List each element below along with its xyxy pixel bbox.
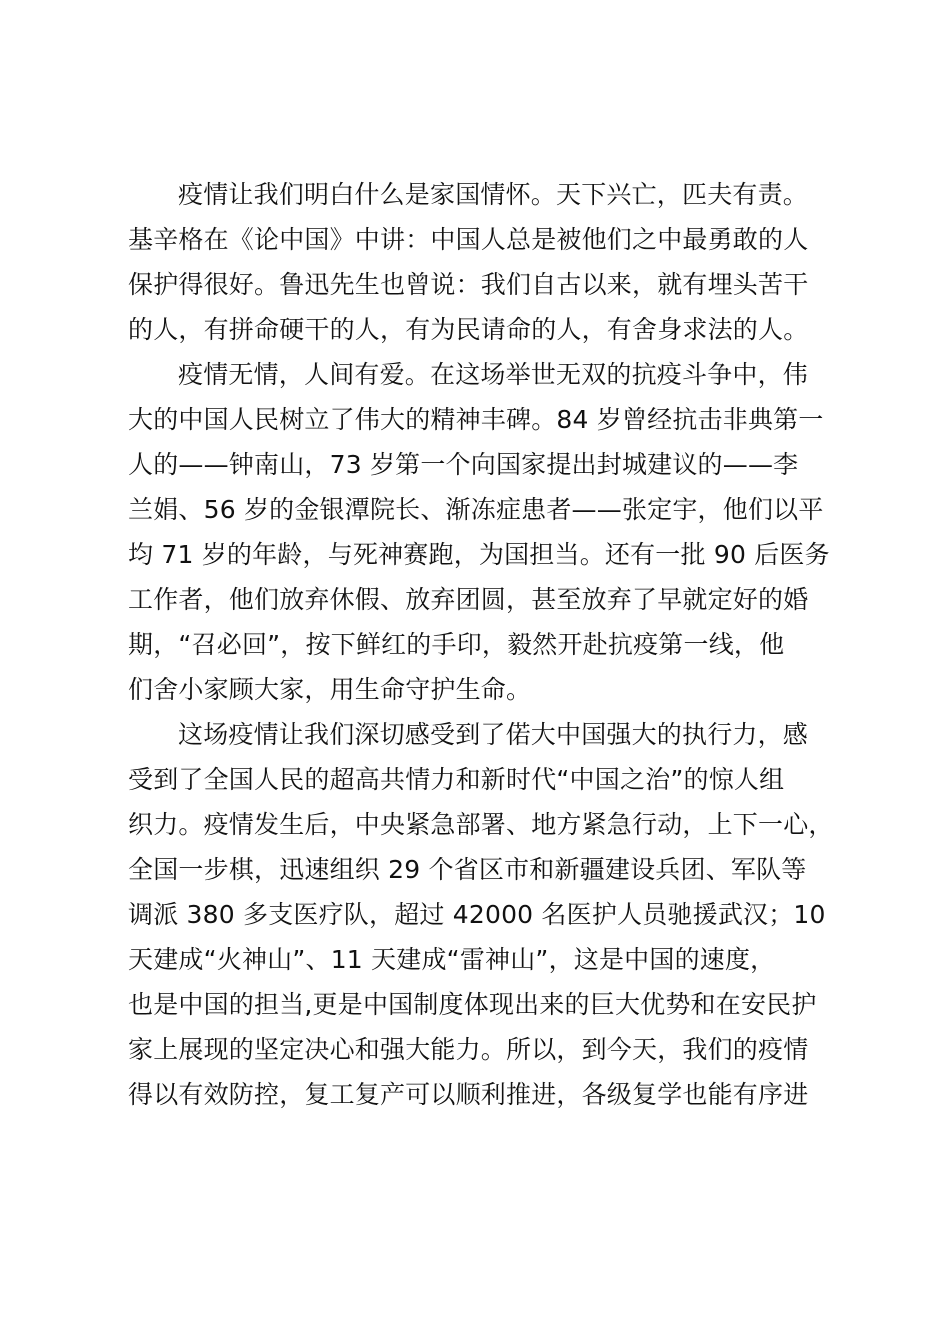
text-line: 兰娟、56 岁的金银潭院长、渐冻症患者——张定宇，他们以平 <box>128 495 824 524</box>
text-line: 均 71 岁的年龄，与死神赛跑，为国担当。还有一批 90 后医务 <box>128 540 830 569</box>
text-line: 全国一步棋，迅速组织 29 个省区市和新疆建设兵团、军队等 <box>128 855 807 884</box>
text-line: 疫情让我们明白什么是家国情怀。天下兴亡，匹夫有责。 <box>178 180 809 209</box>
text-line: 工作者，他们放弃休假、放弃团圆，甚至放弃了早就定好的婚 <box>128 585 809 614</box>
text-line: 的人，有拼命硬干的人，有为民请命的人，有舍身求法的人。 <box>128 315 809 344</box>
text-line: 织力。疫情发生后，中央紧急部署、地方紧急行动，上下一心， <box>128 810 834 839</box>
text-line: 基辛格在《论中国》中讲：中国人总是被他们之中最勇敢的人 <box>128 225 809 254</box>
text-line: 大的中国人民树立了伟大的精神丰碑。84 岁曾经抗击非典第一 <box>128 405 824 434</box>
text-line: 调派 380 多支医疗队，超过 42000 名医护人员驰援武汉；10 <box>128 900 826 929</box>
text-line: 受到了全国人民的超高共情力和新时代“中国之治”的惊人组 <box>128 765 785 794</box>
text-line: 得以有效防控，复工复产可以顺利推进，各级复学也能有序进 <box>128 1080 809 1109</box>
text-line: 家上展现的坚定决心和强大能力。所以，到今天，我们的疫情 <box>128 1035 809 1064</box>
text-line: 天建成“火神山”、11 天建成“雷神山”，这是中国的速度， <box>128 945 776 974</box>
text-line: 期，“召必回”，按下鲜红的手印，毅然开赴抗疫第一线，他 <box>128 630 785 659</box>
body-text <box>128 172 858 1117</box>
text-line: 保护得很好。鲁迅先生也曾说：我们自古以来，就有埋头苦干 <box>128 270 809 299</box>
text-line: 疫情无情，人间有爱。在这场举世无双的抗疫斗争中，伟 <box>178 360 809 389</box>
text-line: 人的——钟南山，73 岁第一个向国家提出封城建议的——李 <box>128 450 799 479</box>
text-line: 也是中国的担当,更是中国制度体现出来的巨大优势和在安民护 <box>128 990 817 1019</box>
text-line: 们舍小家顾大家，用生命守护生命。 <box>128 675 532 704</box>
text-line: 这场疫情让我们深切感受到了偌大中国强大的执行力，感 <box>178 720 809 749</box>
